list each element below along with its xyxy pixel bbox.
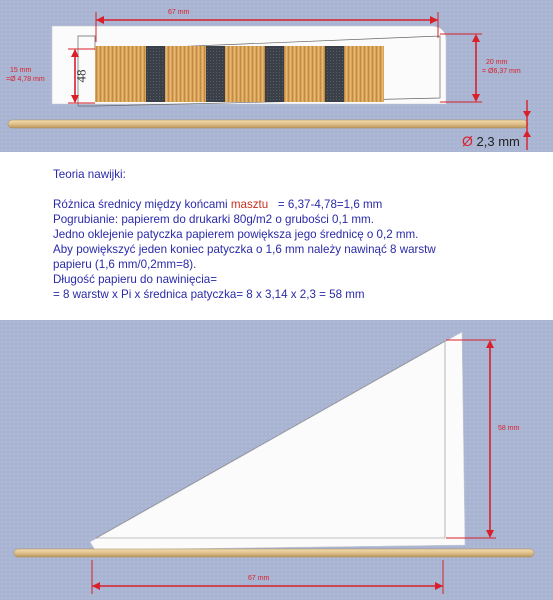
paper-triangle xyxy=(90,332,465,550)
dim-left-label-1: 15 mm xyxy=(10,67,32,74)
wooden-stick xyxy=(8,120,528,128)
theory-line-4: Aby powiększyć jeden koniec patyczka o 1,6 mm należy nawinąć 8 warstw xyxy=(53,243,436,256)
theory-title: Teoria nawijki: xyxy=(53,168,126,181)
stick-diameter-value: 2,3 mm xyxy=(476,134,520,149)
theory-line-7: = 8 warstw x Pi x średnica patyczka= 8 x 3,14 x 2,3 = 58 mm xyxy=(53,288,365,301)
theory-line-1 xyxy=(53,198,382,212)
bottom-panel-drawing xyxy=(0,320,553,600)
theory-line-1-suffix: = 6,37-4,78=1,6 mm xyxy=(277,198,383,211)
bottom-photo-panel xyxy=(0,320,553,600)
top-photo-panel xyxy=(0,0,553,152)
dim-top-label: 67 mm xyxy=(168,9,190,16)
dim-bottom-label: 67 mm xyxy=(248,575,270,582)
theory-line-1-highlight: masztu xyxy=(230,198,269,211)
dim-right-label-2: = Ø6,37 mm xyxy=(482,68,521,75)
dim-right-label-bottom: 58 mm xyxy=(498,425,520,432)
theory-line-5: papieru (1,6 mm/0,2mm=8). xyxy=(53,258,197,271)
dim-right-label-1: 20 mm xyxy=(486,59,508,66)
stick-diameter-label xyxy=(462,133,520,149)
theory-line-2: Pogrubianie: papierem do drukarki 80g/m2 o grubości 0,1 mm. xyxy=(53,213,374,226)
dim-left-label-2: =Ø 4,78 mm xyxy=(6,76,45,83)
strip-number-label: 48 xyxy=(73,69,89,83)
diameter-symbol: Ø xyxy=(462,133,473,149)
theory-line-6: Długość papieru do nawinięcia= xyxy=(53,273,218,286)
theory-line-1-prefix: Różnica średnicy między końcami xyxy=(53,198,228,211)
theory-line-3: Jedno oklejenie patyczka papierem powiększa jego średnicę o 0,2 mm. xyxy=(53,228,419,241)
wooden-stick-bottom xyxy=(14,549,534,557)
